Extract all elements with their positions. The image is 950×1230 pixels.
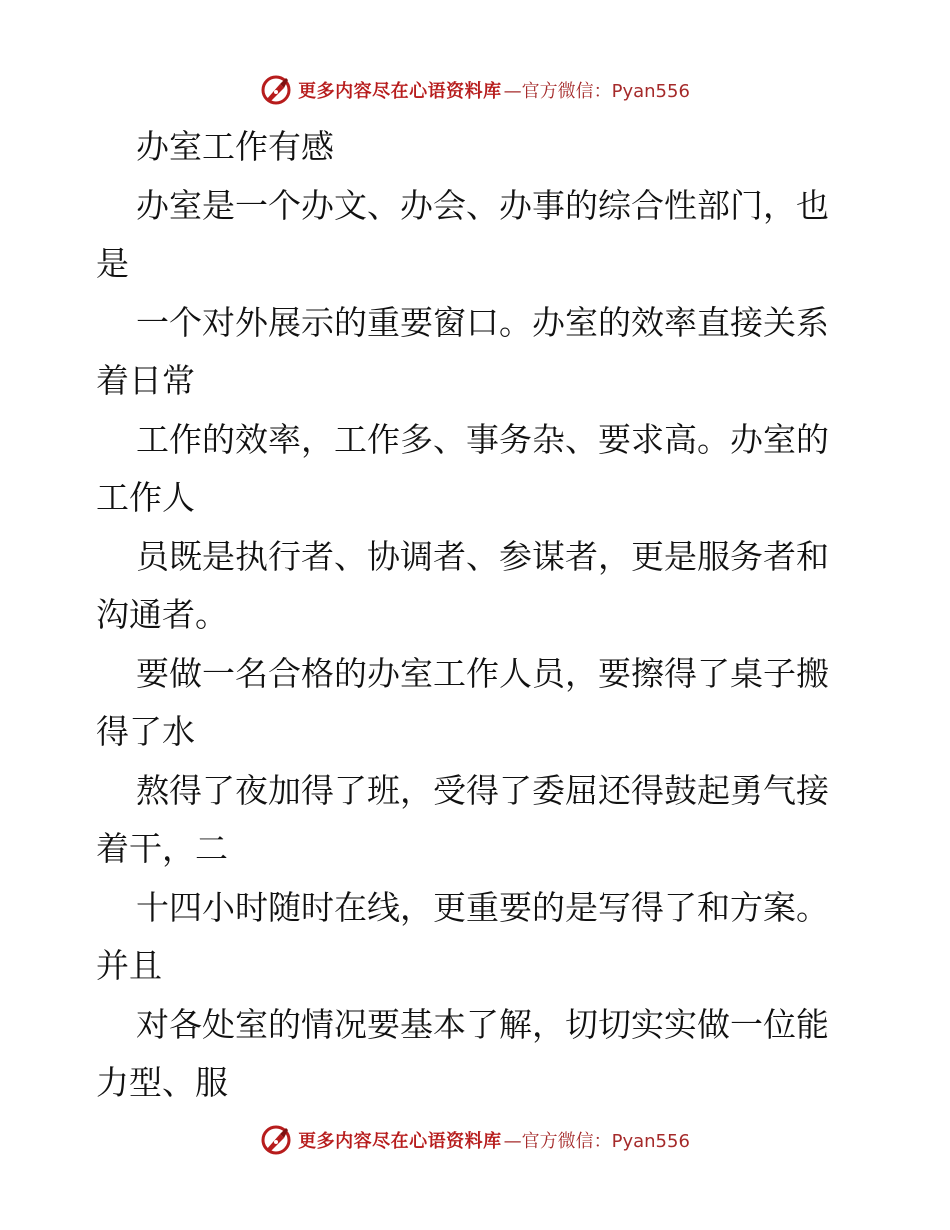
body-line: 着干，二 xyxy=(96,829,228,868)
pen-nib-logo-icon xyxy=(260,1124,292,1156)
body-line: 一个对外展示的重要窗口。办室的效率直接关系 xyxy=(136,302,829,342)
footer-banner-contact-text: —官方微信：Pyan556 xyxy=(503,1131,690,1152)
body-line: 对各处室的情况要基本了解，切切实实做一位能 xyxy=(136,1004,829,1044)
header-banner-contact-text: —官方微信：Pyan556 xyxy=(503,81,690,102)
body-line: 是 xyxy=(96,244,129,283)
body-line: 并且 xyxy=(96,946,162,985)
footer-banner-main-text: 更多内容尽在心语资料库 xyxy=(298,1131,502,1152)
body-line: 着日常 xyxy=(96,361,195,400)
body-line: 熬得了夜加得了班，受得了委屈还得鼓起勇气接 xyxy=(136,770,829,810)
body-line: 十四小时随时在线，更重要的是写得了和方案。 xyxy=(136,887,829,927)
body-line: 办室是一个办文、办会、办事的综合性部门，也 xyxy=(136,185,829,225)
body-line: 工作人 xyxy=(96,478,195,517)
body-line: 员既是执行者、协调者、参谋者，更是服务者和 xyxy=(136,536,829,576)
body-line: 力型、服 xyxy=(96,1063,228,1102)
header-banner-main-text: 更多内容尽在心语资料库 xyxy=(298,81,502,102)
document-title: 办室工作有感 xyxy=(136,127,334,166)
body-line: 工作的效率，工作多、事务杂、要求高。办室的 xyxy=(136,419,829,459)
body-line: 沟通者。 xyxy=(96,595,228,634)
header-banner xyxy=(0,70,950,110)
body-line: 得了水 xyxy=(96,712,195,751)
body-line: 要做一名合格的办室工作人员，要擦得了桌子搬 xyxy=(136,653,829,693)
document-body xyxy=(96,118,856,1113)
pen-nib-logo-icon xyxy=(260,74,292,106)
footer-banner xyxy=(0,1120,950,1160)
